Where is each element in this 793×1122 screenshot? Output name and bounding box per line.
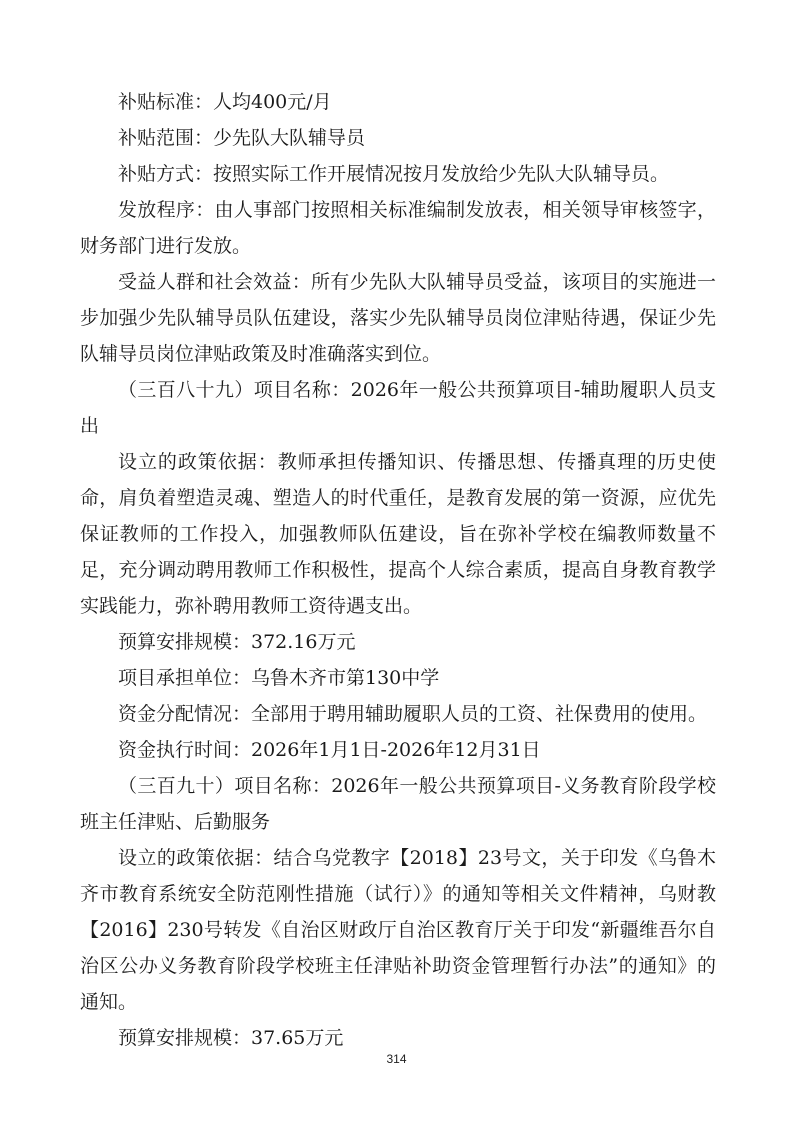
project-390-budget-scale: 预算安排规模：37.65万元 (118, 1027, 344, 1049)
beneficiaries-and-benefits: 受益人群和社会效益：所有少先队大队辅导员受益，该项目的实施进一步加强少先队辅导员队伍建设，落实少先队辅导员岗位津贴待遇，保证少先队辅导员岗位津贴政策及时准确落实到位。 (80, 271, 716, 365)
project-389-undertaking-unit: 项目承担单位：乌鲁木齐市第130中学 (118, 667, 440, 689)
project-390-title: （三百九十）项目名称：2026年一般公共预算项目-义务教育阶段学校班主任津贴、后勤服务 (80, 775, 716, 833)
page-number: 314 (386, 1052, 407, 1066)
subsidy-method: 补贴方式：按照实际工作开展情况按月发放给少先队大队辅导员。 (118, 163, 670, 185)
project-389-budget-scale: 预算安排规模：372.16万元 (118, 631, 356, 653)
project-389-fund-allocation: 资金分配情况：全部用于聘用辅助履职人员的工资、社保费用的使用。 (118, 703, 708, 725)
payment-procedure: 发放程序：由人事部门按照相关标准编制发放表，相关领导审核签字，财务部门进行发放。 (80, 199, 716, 257)
subsidy-standard: 补贴标准：人均400元/月 (118, 91, 332, 113)
project-389-policy-basis: 设立的政策依据：教师承担传播知识、传播思想、传播真理的历史使命，肩负着塑造灵魂、塑造人的时代重任，是教育发展的第一资源，应优先保证教师的工作投入，加强教师队伍建设，旨在弥补学校在编教师数量不足，充分调动聘用教师工作积极性，提高个人综合素质，提高自身教育教学实践能力，弥补聘用教师工资待遇支出。 (80, 451, 716, 617)
project-389-execution-period: 资金执行时间：2026年1月1日-2026年12月31日 (118, 739, 541, 761)
project-389-title: （三百八十九）项目名称：2026年一般公共预算项目-辅助履职人员支出 (80, 379, 716, 437)
subsidy-scope: 补贴范围：少先队大队辅导员 (118, 127, 366, 149)
document-body (80, 84, 716, 1056)
project-390-policy-basis: 设立的政策依据：结合乌党教字【2018】23号文，关于印发《乌鲁木齐市教育系统安全防范刚性措施（试行）》的通知等相关文件精神，乌财教【2016】230号转发《自治区财政厅自治区教育厅关于印发“新疆维吾尔自治区公办义务教育阶段学校班主任津贴补助资金管理暂行办法”的通知》的通知。 (80, 847, 716, 1013)
